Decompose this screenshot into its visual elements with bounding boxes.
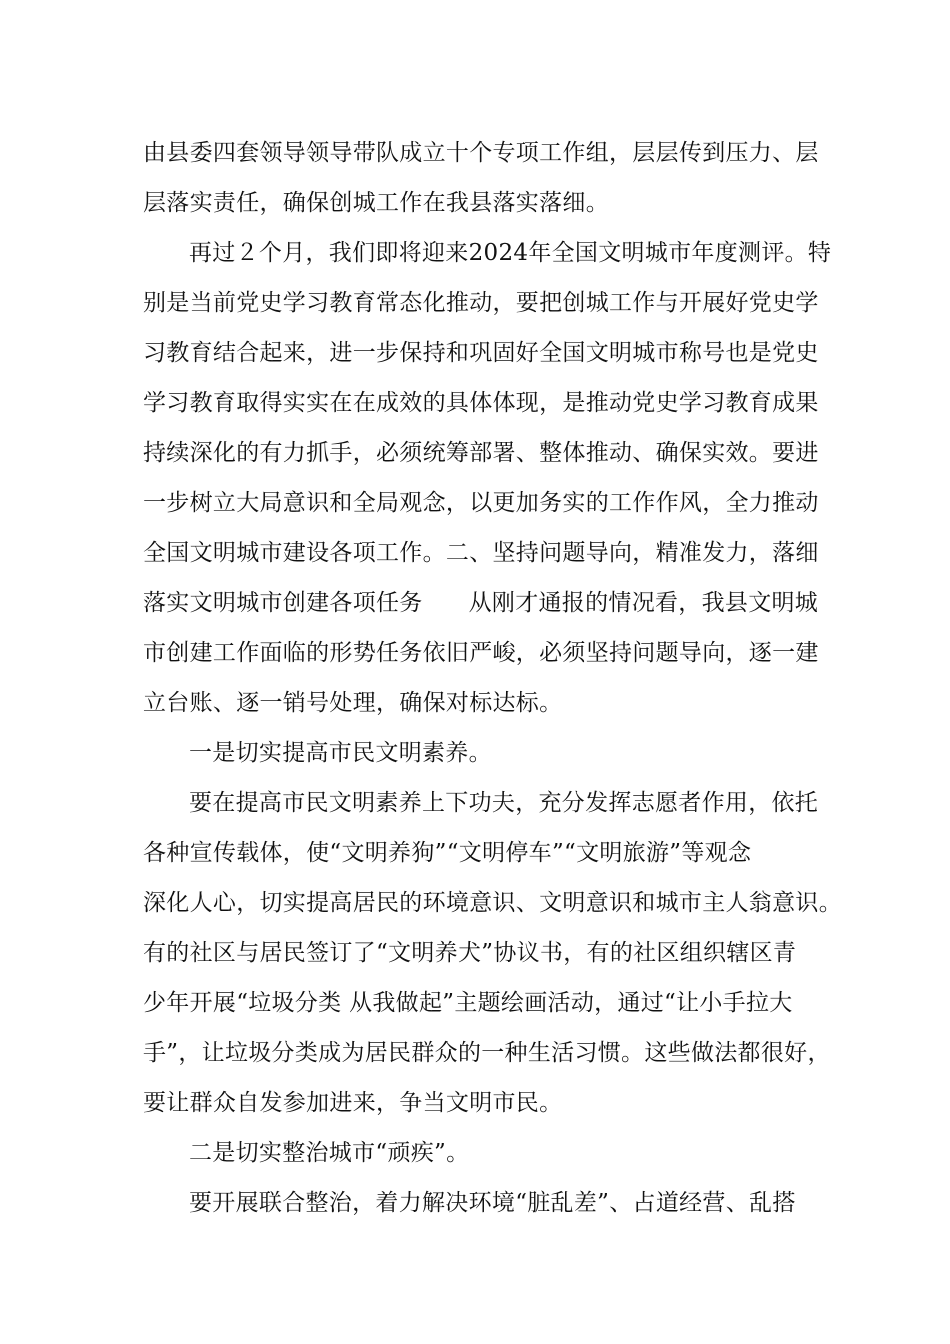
text-line: 深化人心，切实提高居民的环境意识、文明意识和城市主人翁意识。 (143, 890, 842, 916)
document-body (143, 128, 842, 1228)
text-line: 由县委四套领导领导带队成立十个专项工作组，层层传到压力、层 (143, 140, 819, 166)
paragraph-start-line: 再过２个月，我们即将迎来2024年全国文明城市年度测评。特 (189, 240, 832, 266)
text-line: 要让群众自发参加进来，争当文明市民。 (143, 1090, 563, 1116)
section-heading-fragment: 落实文明城市创建各项任务 (143, 590, 423, 616)
text-line: 学习教育取得实实在在成效的具体体现，是推动党史学习教育成果 (143, 390, 819, 416)
text-line: 持续深化的有力抓手，必须统筹部署、整体推动、确保实效。要进 (143, 440, 819, 466)
text-line: 全国文明城市建设各项工作。二、坚持问题导向，精准发力，落细 (143, 540, 819, 566)
subheading-line: 一是切实提高市民文明素养。 (189, 740, 492, 766)
text-line: 习教育结合起来，进一步保持和巩固好全国文明城市称号也是党史 (143, 340, 819, 366)
text-line: 别是当前党史学习教育常态化推动，要把创城工作与开展好党史学 (143, 290, 819, 316)
text-line: 立台账、逐一销号处理，确保对标达标。 (143, 690, 563, 716)
text-line: 少年开展“垃圾分类 从我做起”主题绘画活动，通过“让小手拉大 (143, 990, 793, 1016)
paragraph-start-line: 要开展联合整治，着力解决环境“脏乱差”、占道经营、乱搭 (189, 1190, 796, 1216)
text-line (143, 578, 819, 628)
text-line: 有的社区与居民签订了“文明养犬”协议书，有的社区组织辖区青 (143, 940, 797, 966)
text-line: 市创建工作面临的形势任务依旧严峻，必须坚持问题导向，逐一建 (143, 640, 819, 666)
text-line: 手”，让垃圾分类成为居民群众的一种生活习惯。这些做法都很好， (143, 1040, 831, 1066)
subheading-line: 二是切实整治城市“顽疾”。 (189, 1140, 470, 1166)
text-line: 一步树立大局意识和全局观念，以更加务实的工作作风，全力推动 (143, 490, 819, 516)
text-line: 各种宣传载体，使“文明养狗”“文明停车”“文明旅游”等观念 (143, 840, 752, 866)
text-fragment: 从刚才通报的情况看，我县文明城 (468, 590, 819, 616)
text-line: 层落实责任，确保创城工作在我县落实落细。 (143, 190, 609, 216)
paragraph-start-line: 要在提高市民文明素养上下功夫，充分发挥志愿者作用，依托 (189, 790, 819, 816)
